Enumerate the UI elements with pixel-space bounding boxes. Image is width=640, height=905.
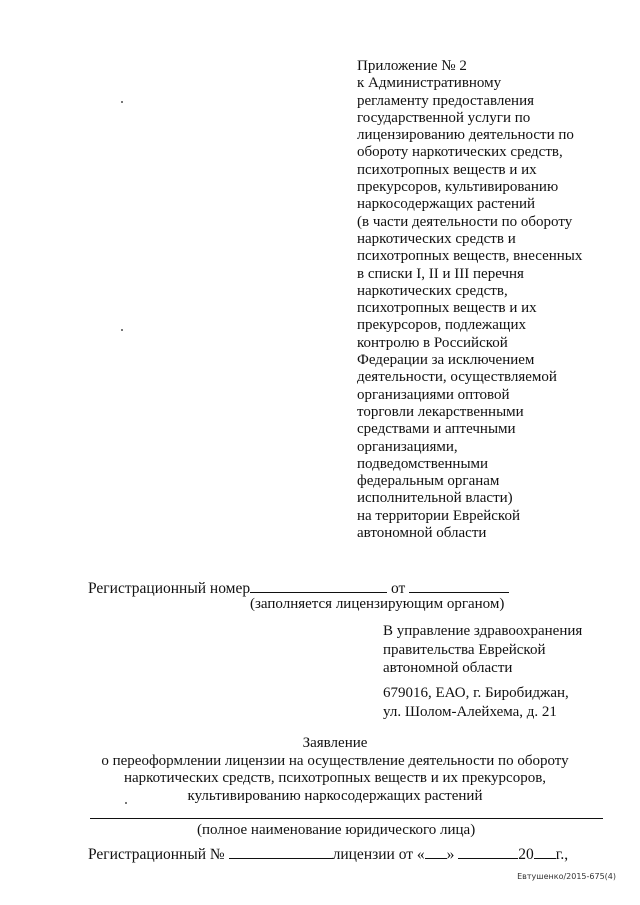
appendix-line: Приложение № 2 <box>357 58 467 74</box>
appendix-line: психотропных веществ и их <box>357 161 537 178</box>
statement-block <box>40 735 630 805</box>
appendix-line: организациями оптовой <box>357 386 510 403</box>
registration-date-field[interactable] <box>409 577 509 593</box>
appendix-line: обороту наркотических средств, <box>357 144 563 161</box>
organization-hint: (полное наименование юридического лица) <box>197 822 476 838</box>
appendix-line: психотропных веществ и их <box>357 300 537 317</box>
appendix-line: прекурсоров, культивированию <box>357 179 559 196</box>
license-row <box>88 843 568 864</box>
addressee-line: правительства Еврейской <box>383 641 546 658</box>
license-label: Регистрационный № <box>88 846 225 863</box>
appendix-header <box>357 58 627 542</box>
appendix-line: автономной области <box>357 525 487 542</box>
organization-name-field[interactable] <box>90 818 603 819</box>
scan-speck <box>121 101 123 103</box>
statement-line: культивированию наркосодержащих растений <box>187 787 483 804</box>
license-month-field[interactable] <box>458 843 518 859</box>
appendix-line: деятельности, осуществляемой <box>357 369 557 386</box>
document-code: Евтушенко/2015-675(4) <box>517 872 616 881</box>
appendix-line: наркотических средств, <box>357 282 508 299</box>
statement-line: наркотических средств, психотропных веществ и их прекурсоров, <box>123 770 547 786</box>
appendix-line: федеральным органам <box>357 473 500 490</box>
appendix-line: к Административному <box>357 75 502 92</box>
appendix-line: на территории Еврейской <box>357 507 520 524</box>
appendix-line: наркосодержащих растений <box>357 196 536 213</box>
license-date-label: лицензии от « <box>332 846 425 863</box>
license-quote-close: » <box>446 846 455 863</box>
license-year-suffix: г., <box>555 846 569 863</box>
address-line: ул. Шолом-Алейхема, д. 21 <box>383 703 557 720</box>
appendix-line: (в части деятельности по обороту <box>357 213 573 230</box>
statement-line: о переоформлении лицензии на осуществление деятельности по обороту <box>101 752 569 769</box>
registration-label: Регистрационный номер <box>88 580 251 597</box>
appendix-line: лицензированию деятельности по <box>357 127 574 144</box>
addressee-line: В управление здравоохранения <box>383 623 583 639</box>
appendix-line: исполнительной власти) <box>357 490 513 507</box>
appendix-line: подведомственными <box>357 455 489 472</box>
appendix-line: государственной услуги по <box>357 109 531 126</box>
license-day-field[interactable] <box>425 843 447 859</box>
address-block <box>383 684 569 721</box>
scan-speck <box>121 329 123 331</box>
appendix-line: организациями, <box>357 438 458 455</box>
addressee-line: автономной области <box>383 660 513 676</box>
registration-from-label: от <box>391 580 406 597</box>
license-year-field[interactable] <box>534 843 556 859</box>
registration-number-field[interactable] <box>250 577 387 593</box>
appendix-line: наркотических средств и <box>357 230 516 247</box>
registration-row <box>88 577 509 598</box>
appendix-line: средствами и аптечными <box>357 421 516 438</box>
addressee-block <box>383 622 582 678</box>
appendix-line: в списки I, II и III перечня <box>357 265 524 282</box>
license-number-field[interactable] <box>229 843 333 859</box>
statement-title: Заявление <box>302 735 368 751</box>
license-year-prefix: 20 <box>518 846 534 863</box>
appendix-line: контролю в Российской <box>357 334 508 351</box>
appendix-line: регламенту предоставления <box>357 92 535 109</box>
address-line: 679016, ЕАО, г. Биробиджан, <box>383 685 569 701</box>
appendix-line: психотропных веществ, внесенных <box>357 248 583 265</box>
appendix-line: прекурсоров, подлежащих <box>357 317 526 334</box>
appendix-line: Федерации за исключением <box>357 352 535 369</box>
registration-hint: (заполняется лицензирующим органом) <box>250 596 505 612</box>
appendix-line: торговли лекарственными <box>357 403 524 420</box>
